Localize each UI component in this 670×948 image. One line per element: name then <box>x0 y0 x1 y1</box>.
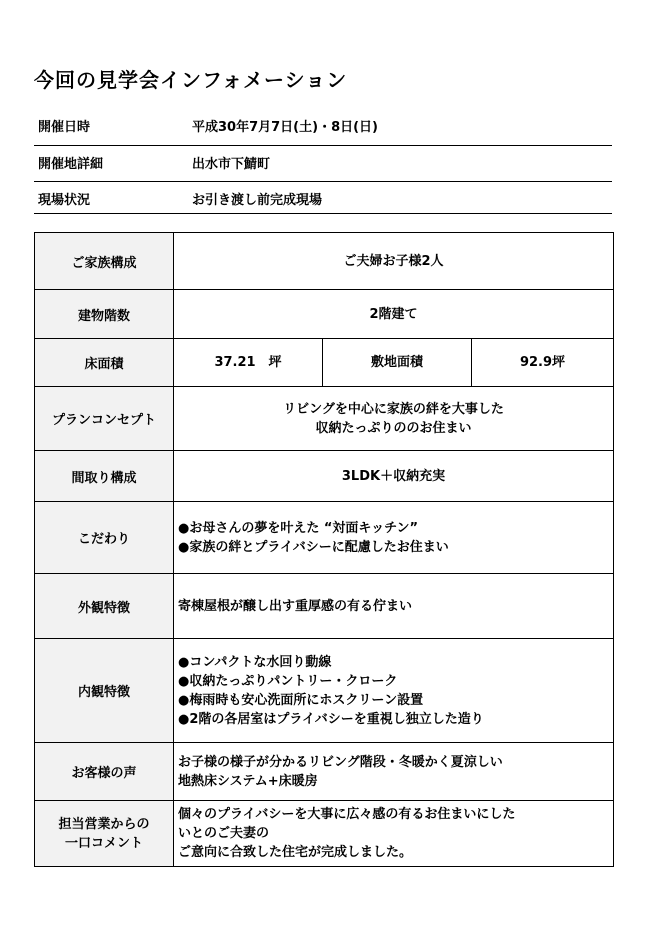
info-label: 開催日時 <box>38 120 91 135</box>
interior-line: ●収納たっぷりパントリー・クローク <box>178 673 398 689</box>
comment-value <box>174 801 614 867</box>
layout-value: 3LDK＋収納充実 <box>174 451 614 502</box>
comment-label <box>35 801 174 867</box>
layout-label: 間取り構成 <box>35 451 174 502</box>
family-value: ご夫婦お子様2人 <box>174 233 614 290</box>
floors-label: 建物階数 <box>35 290 174 339</box>
interior-label: 内観特徴 <box>35 639 174 743</box>
concept-label: プランコンセプト <box>35 387 174 451</box>
row-family <box>35 233 614 290</box>
info-value: 平成30年7月7日(土)・8日(日) <box>192 120 378 135</box>
interior-value <box>174 639 614 743</box>
kodawari-line: ●お母さんの夢を叶えた “対面キッチン” <box>178 520 419 536</box>
row-area <box>35 339 614 387</box>
exterior-label: 外観特徴 <box>35 574 174 639</box>
interior-line: ●梅雨時も安心洗面所にホスクリーン設置 <box>178 692 424 708</box>
kodawari-label: こだわり <box>35 502 174 574</box>
site-area-label: 敷地面積 <box>323 339 472 387</box>
row-comment <box>35 801 614 867</box>
voice-line: お子様の様子が分かるリビング階段・冬暖かく夏涼しい <box>178 754 503 770</box>
floor-area-value: 37.21 坪 <box>174 339 323 387</box>
comment-line: いとのご夫妻の <box>178 826 270 841</box>
floor-area-label: 床面積 <box>35 339 174 387</box>
row-concept <box>35 387 614 451</box>
info-row-status <box>34 181 612 214</box>
voice-label: お客様の声 <box>35 743 174 801</box>
row-interior <box>35 639 614 743</box>
comment-label-line: 一口コメント <box>64 835 143 851</box>
info-row-date <box>34 110 612 146</box>
concept-line: リビングを中心に家族の絆を大事した <box>283 401 504 417</box>
concept-value <box>174 387 614 451</box>
row-voice <box>35 743 614 801</box>
site-area-value: 92.9坪 <box>472 339 614 387</box>
info-label: 現場状況 <box>38 193 91 208</box>
comment-line: ご意向に合致した住宅が完成しました。 <box>178 845 413 860</box>
info-label: 開催地詳細 <box>38 157 104 172</box>
concept-line: 収納たっぷりののお住まい <box>315 420 472 436</box>
row-layout <box>35 451 614 502</box>
exterior-value: 寄棟屋根が醸し出す重厚感の有る佇まい <box>174 574 614 639</box>
interior-line: ●2階の各居室はプライバシーを重視し独立した造り <box>178 711 484 727</box>
family-label: ご家族構成 <box>35 233 174 290</box>
row-floors <box>35 290 614 339</box>
voice-value <box>174 743 614 801</box>
comment-line: 個々のプライバシーを大事に広々感の有るお住まいにした <box>178 807 516 822</box>
info-row-venue <box>34 145 612 182</box>
info-value: お引き渡し前完成現場 <box>192 193 323 208</box>
row-kodawari <box>35 502 614 574</box>
info-value: 出水市下鯖町 <box>192 157 271 172</box>
page-title: 今回の見学会インフォメーション <box>34 68 348 92</box>
floors-value: 2階建て <box>174 290 614 339</box>
spec-table <box>34 232 614 867</box>
interior-line: ●コンパクトな水回り動線 <box>178 654 332 670</box>
voice-line: 地熱床システム+床暖房 <box>178 773 318 789</box>
kodawari-value <box>174 502 614 574</box>
comment-label-line: 担当営業からの <box>58 816 150 832</box>
row-exterior <box>35 574 614 639</box>
kodawari-line: ●家族の絆とプライバシーに配慮したお住まい <box>178 539 449 555</box>
